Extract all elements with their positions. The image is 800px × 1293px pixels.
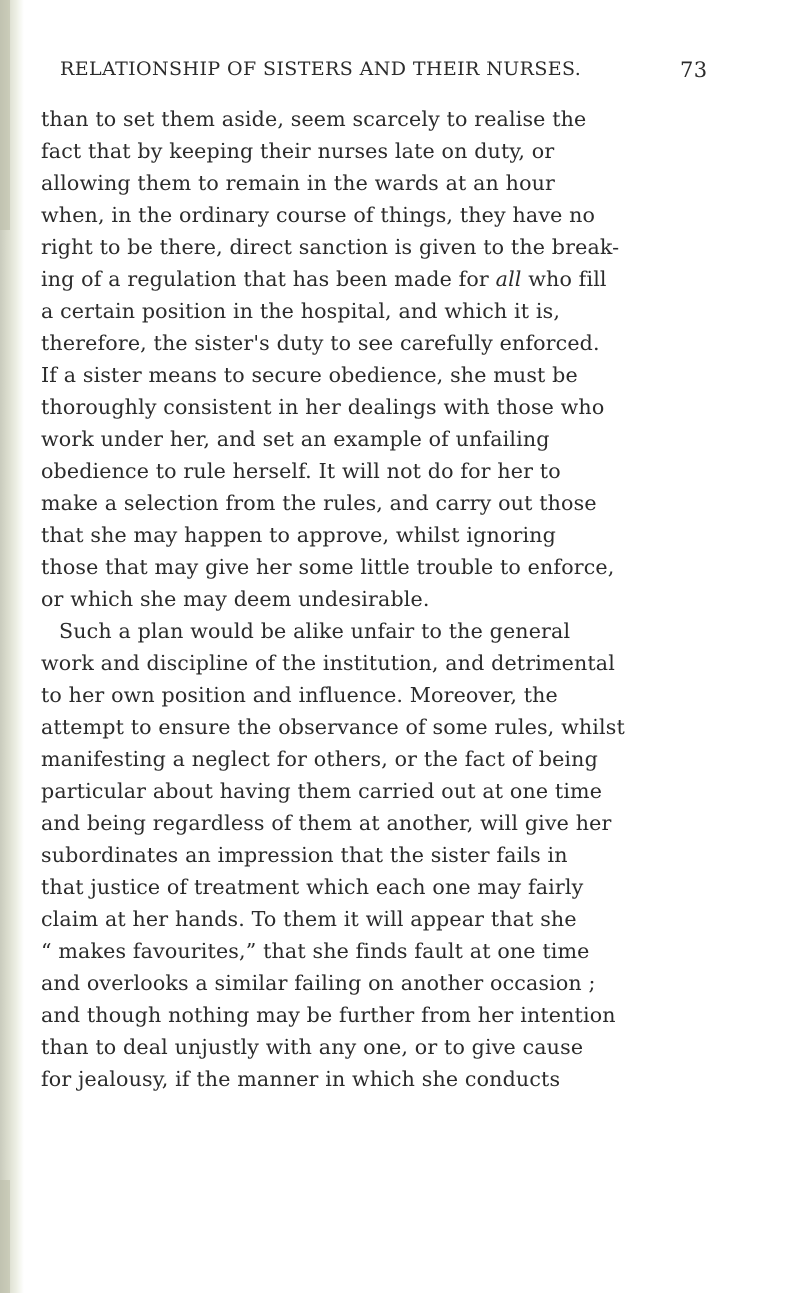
- text-line: manifesting a neglect for others, or the fact of being: [41, 747, 598, 771]
- body-text: [41, 103, 771, 1095]
- text-line: and overlooks a similar failing on another occasion ;: [41, 971, 596, 995]
- running-title: RELATIONSHIP OF SISTERS AND THEIR NURSES.: [60, 58, 582, 80]
- page-number: 73: [680, 58, 708, 82]
- text-line: work and discipline of the institution, and detrimental: [41, 651, 615, 675]
- text-line: [41, 263, 771, 295]
- text-line: or which she may deem undesirable.: [41, 587, 430, 611]
- text-line: that justice of treatment which each one may fairly: [41, 875, 584, 899]
- text-line: make a selection from the rules, and carry out those: [41, 491, 597, 515]
- text-line: those that may give her some little trouble to enforce,: [41, 555, 615, 579]
- emphasis-word: all: [495, 267, 522, 291]
- text-line: and though nothing may be further from her intention: [41, 1003, 616, 1027]
- text-line: claim at her hands. To them it will appear that she: [41, 907, 577, 931]
- text-line: when, in the ordinary course of things, they have no: [41, 203, 596, 227]
- text-line: and being regardless of them at another, will give her: [41, 811, 612, 835]
- book-page: [41, 0, 771, 1293]
- text-line: subordinates an impression that the sister fails in: [41, 843, 568, 867]
- text-line: therefore, the sister's duty to see carefully enforced.: [41, 331, 600, 355]
- text-line: obedience to rule herself. It will not do for her to: [41, 459, 561, 483]
- text-line: Such a plan would be alike unfair to the general: [59, 619, 571, 643]
- binding-stain: [0, 0, 10, 230]
- text-segment: who fill: [528, 267, 607, 291]
- text-line: If a sister means to secure obedience, she must be: [41, 363, 578, 387]
- binding-stain: [0, 1180, 10, 1293]
- text-line: than to set them aside, seem scarcely to realise the: [41, 107, 587, 131]
- text-line: right to be there, direct sanction is given to the break-: [41, 235, 620, 259]
- text-line: work under her, and set an example of unfailing: [41, 427, 550, 451]
- page-header: [60, 58, 750, 90]
- text-line: for jealousy, if the manner in which she conducts: [41, 1067, 561, 1091]
- text-line: particular about having them carried out at one time: [41, 779, 603, 803]
- text-line: thoroughly consistent in her dealings with those who: [41, 395, 605, 419]
- text-line: allowing them to remain in the wards at an hour: [41, 171, 556, 195]
- text-line: fact that by keeping their nurses late on duty, or: [41, 139, 555, 163]
- text-line: attempt to ensure the observance of some rules, whilst: [41, 715, 625, 739]
- text-line: than to deal unjustly with any one, or to give cause: [41, 1035, 584, 1059]
- text-line: to her own position and influence. Moreover, the: [41, 683, 558, 707]
- text-segment: ing of a regulation that has been made for: [41, 267, 489, 291]
- text-line: a certain position in the hospital, and which it is,: [41, 299, 561, 323]
- text-line: “ makes favourites,” that she finds fault at one time: [41, 939, 590, 963]
- text-line: that she may happen to approve, whilst ignoring: [41, 523, 556, 547]
